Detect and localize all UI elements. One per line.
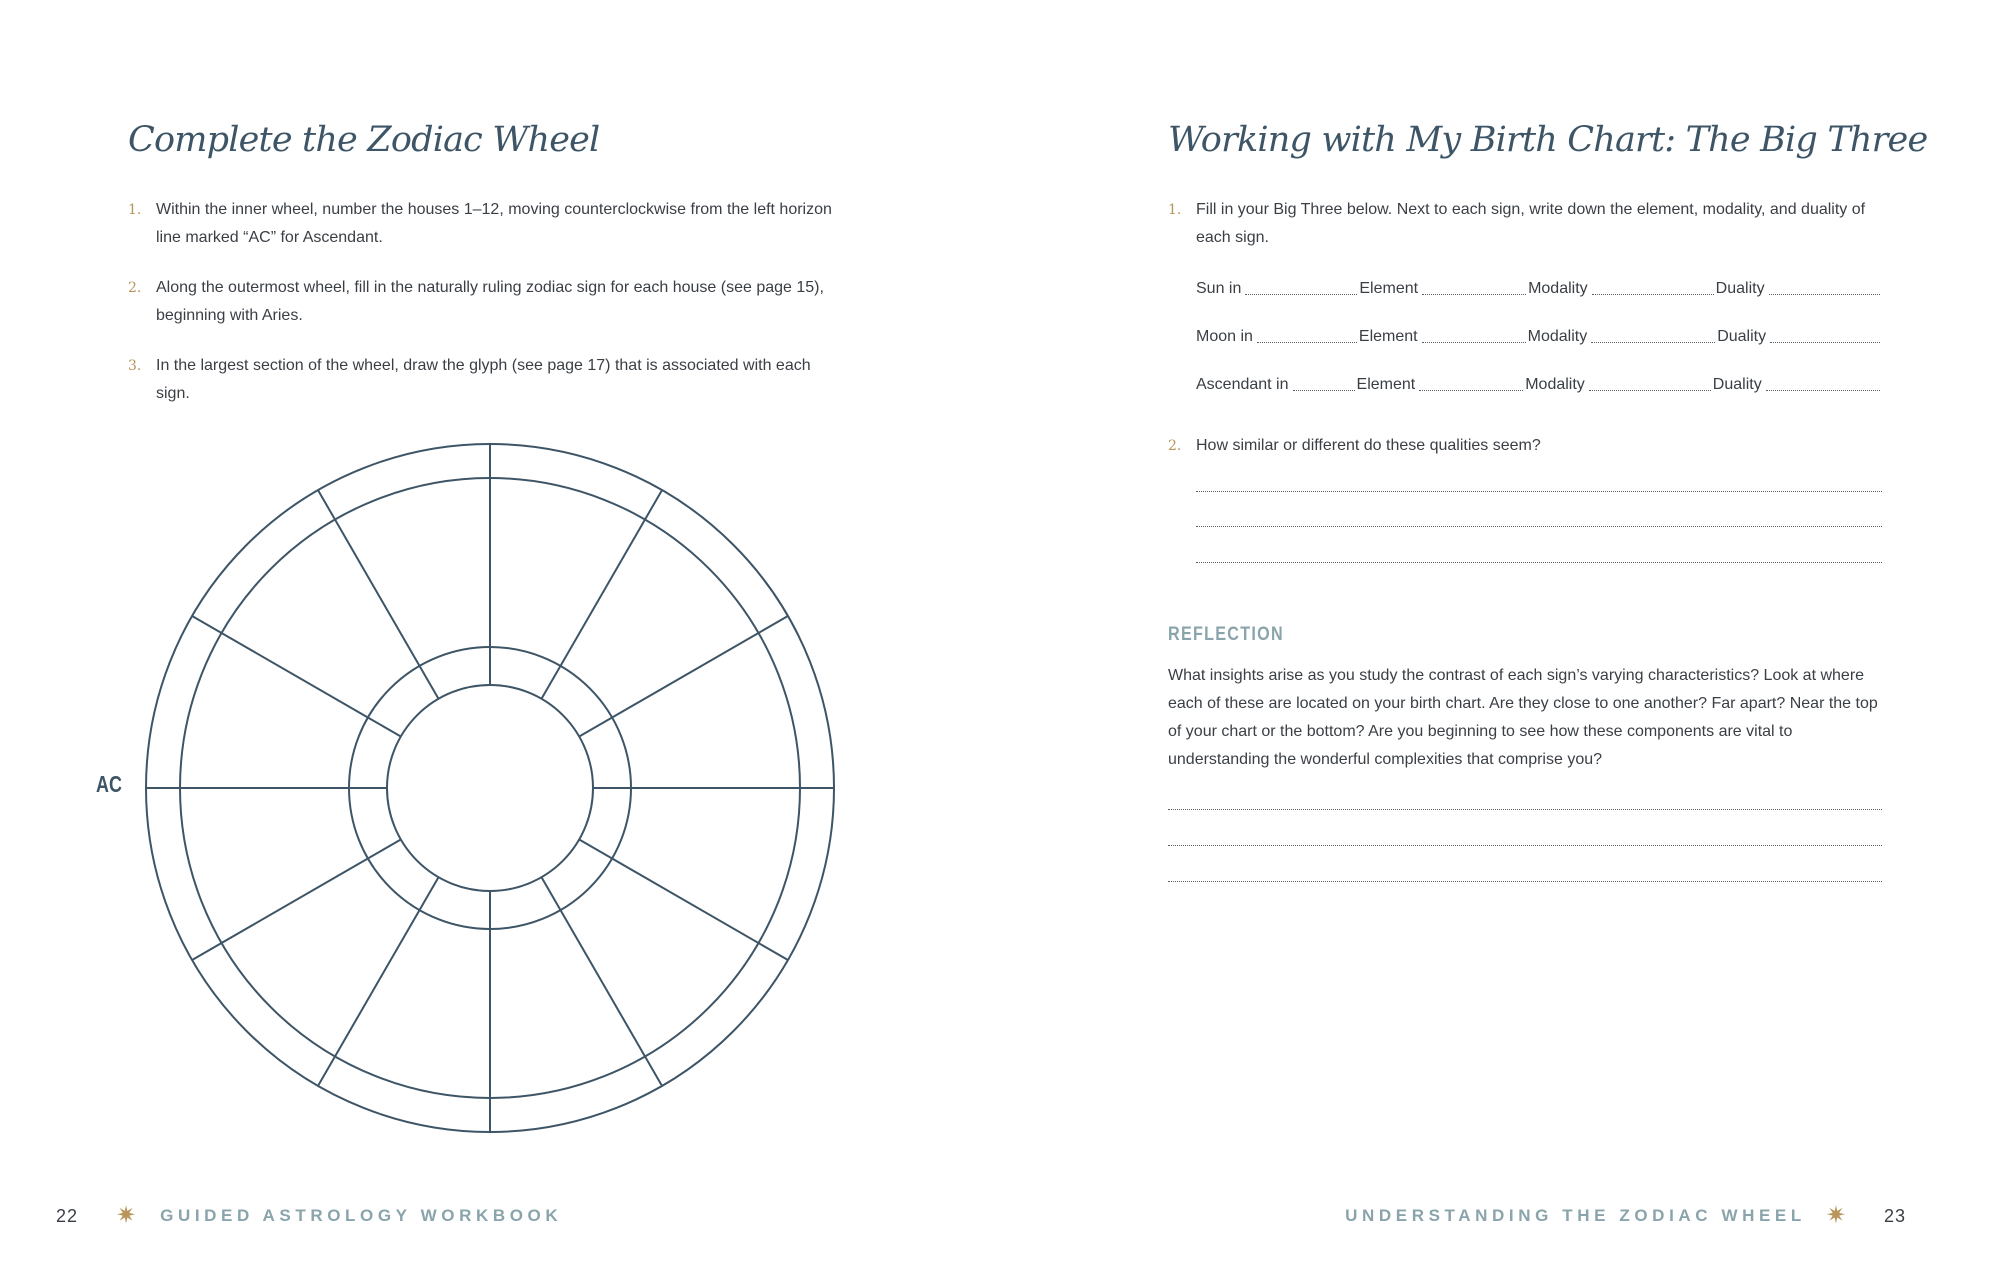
wheel-spokes — [146, 444, 834, 1132]
zodiac-wheel-diagram — [140, 438, 840, 1138]
instruction-step — [128, 274, 848, 330]
duality-label: Duality — [1717, 328, 1767, 345]
reflection-line[interactable] — [1168, 808, 1882, 810]
step-text: Along the outermost wheel, fill in the naturally ruling zodiac sign for each house (see page 15), beginning with Aries. — [156, 279, 824, 324]
wheel-spoke — [192, 859, 368, 961]
step-text: In the largest section of the wheel, draw the glyph (see page 17) that is associated with each sign. — [156, 357, 811, 402]
right-page-title: Working with My Birth Chart: The Big Three — [1168, 120, 1928, 160]
moon-modality-blank[interactable] — [1591, 324, 1715, 343]
reflection-line[interactable] — [1168, 880, 1882, 882]
left-page-title: Complete the Zodiac Wheel — [128, 120, 600, 160]
sun-modality-blank[interactable] — [1592, 276, 1714, 295]
right-page — [1000, 0, 2000, 1285]
answer-line[interactable] — [1196, 490, 1882, 492]
step-number: 1. — [128, 202, 142, 218]
step-text: How similar or different do these qualities seem? — [1196, 437, 1541, 454]
moon-label: Moon in — [1196, 328, 1253, 345]
sun-sign-blank[interactable] — [1245, 276, 1357, 295]
eight-point-star-icon: ✷ — [1825, 1202, 1846, 1229]
ascendant-sign-blank[interactable] — [1293, 372, 1355, 391]
wheel-house-ring — [349, 647, 631, 929]
big-three-instructions — [1168, 196, 1888, 252]
duality-label: Duality — [1712, 376, 1762, 393]
running-head: UNDERSTANDING THE ZODIAC WHEEL — [1345, 1206, 1806, 1225]
house-divider — [368, 718, 401, 737]
right-footer — [1345, 1204, 1906, 1228]
element-label: Element — [1356, 376, 1416, 393]
left-footer — [56, 1204, 562, 1228]
answer-line[interactable] — [1196, 561, 1882, 563]
moon-element-blank[interactable] — [1422, 324, 1526, 343]
ascendant-label: AC — [96, 771, 122, 797]
instruction-step — [128, 352, 848, 408]
house-divider — [579, 718, 612, 737]
moon-duality-blank[interactable] — [1770, 324, 1880, 343]
house-divider — [542, 666, 561, 699]
page-number: 22 — [56, 1205, 79, 1226]
ascendant-modality-blank[interactable] — [1589, 372, 1711, 391]
step-text: Fill in your Big Three below. Next to each sign, write down the element, modality, and duality of each sign. — [1196, 201, 1866, 246]
step-text: Within the inner wheel, number the houses 1–12, moving counterclockwise from the left horizon line marked “AC” for Ascendant. — [156, 201, 832, 246]
wheel-spoke — [612, 616, 788, 718]
wheel-spoke — [318, 490, 420, 666]
wheel-center-circle — [387, 685, 593, 891]
sun-duality-blank[interactable] — [1769, 276, 1880, 295]
sun-element-blank[interactable] — [1422, 276, 1526, 295]
wheel-spoke — [561, 910, 663, 1086]
step-number: 2. — [128, 280, 142, 296]
reflection-heading: REFLECTION — [1168, 624, 1284, 645]
ascendant-duality-blank[interactable] — [1766, 372, 1880, 391]
element-label: Element — [1359, 280, 1419, 297]
wheel-spoke — [192, 616, 368, 718]
house-divider — [542, 877, 561, 910]
instruction-step — [1168, 196, 1888, 252]
instruction-step — [1168, 432, 1888, 460]
wheel-spoke — [318, 910, 420, 1086]
modality-label: Modality — [1528, 280, 1588, 297]
zodiac-wheel-instructions — [128, 196, 848, 408]
answer-line[interactable] — [1196, 525, 1882, 527]
modality-label: Modality — [1527, 328, 1588, 345]
moon-sign-blank[interactable] — [1257, 324, 1357, 343]
instruction-step — [128, 196, 848, 252]
moon-row — [1196, 322, 1882, 346]
ascendant-label: Ascendant in — [1196, 376, 1289, 393]
ascendant-element-blank[interactable] — [1419, 372, 1523, 391]
modality-label: Modality — [1525, 376, 1585, 393]
wheel-spoke — [612, 859, 788, 961]
ascendant-row — [1196, 370, 1882, 394]
step-number: 3. — [128, 358, 142, 374]
house-divider — [420, 666, 439, 699]
wheel-spoke — [561, 490, 663, 666]
running-head: GUIDED ASTROLOGY WORKBOOK — [160, 1206, 563, 1225]
eight-point-star-icon: ✷ — [116, 1202, 137, 1229]
sun-label: Sun in — [1196, 280, 1242, 297]
step-number: 1. — [1168, 202, 1182, 218]
page-number: 23 — [1883, 1205, 1906, 1226]
step-number: 2. — [1168, 438, 1182, 454]
house-divider — [420, 877, 439, 910]
house-divider — [579, 840, 612, 859]
similarity-question — [1168, 432, 1888, 460]
house-divider — [368, 840, 401, 859]
sun-row — [1196, 274, 1882, 298]
reflection-text: What insights arise as you study the contrast of each sign’s varying characteristics? Look at where each of these are located on your birth chart. Are they close to one another? Far apart? Near the top of your chart or the bottom? Are you beginning to see how these components are vital to understanding the wonderful complexities that comprise you? — [1168, 667, 1878, 768]
element-label: Element — [1358, 328, 1418, 345]
duality-label: Duality — [1715, 280, 1765, 297]
reflection-line[interactable] — [1168, 844, 1882, 846]
